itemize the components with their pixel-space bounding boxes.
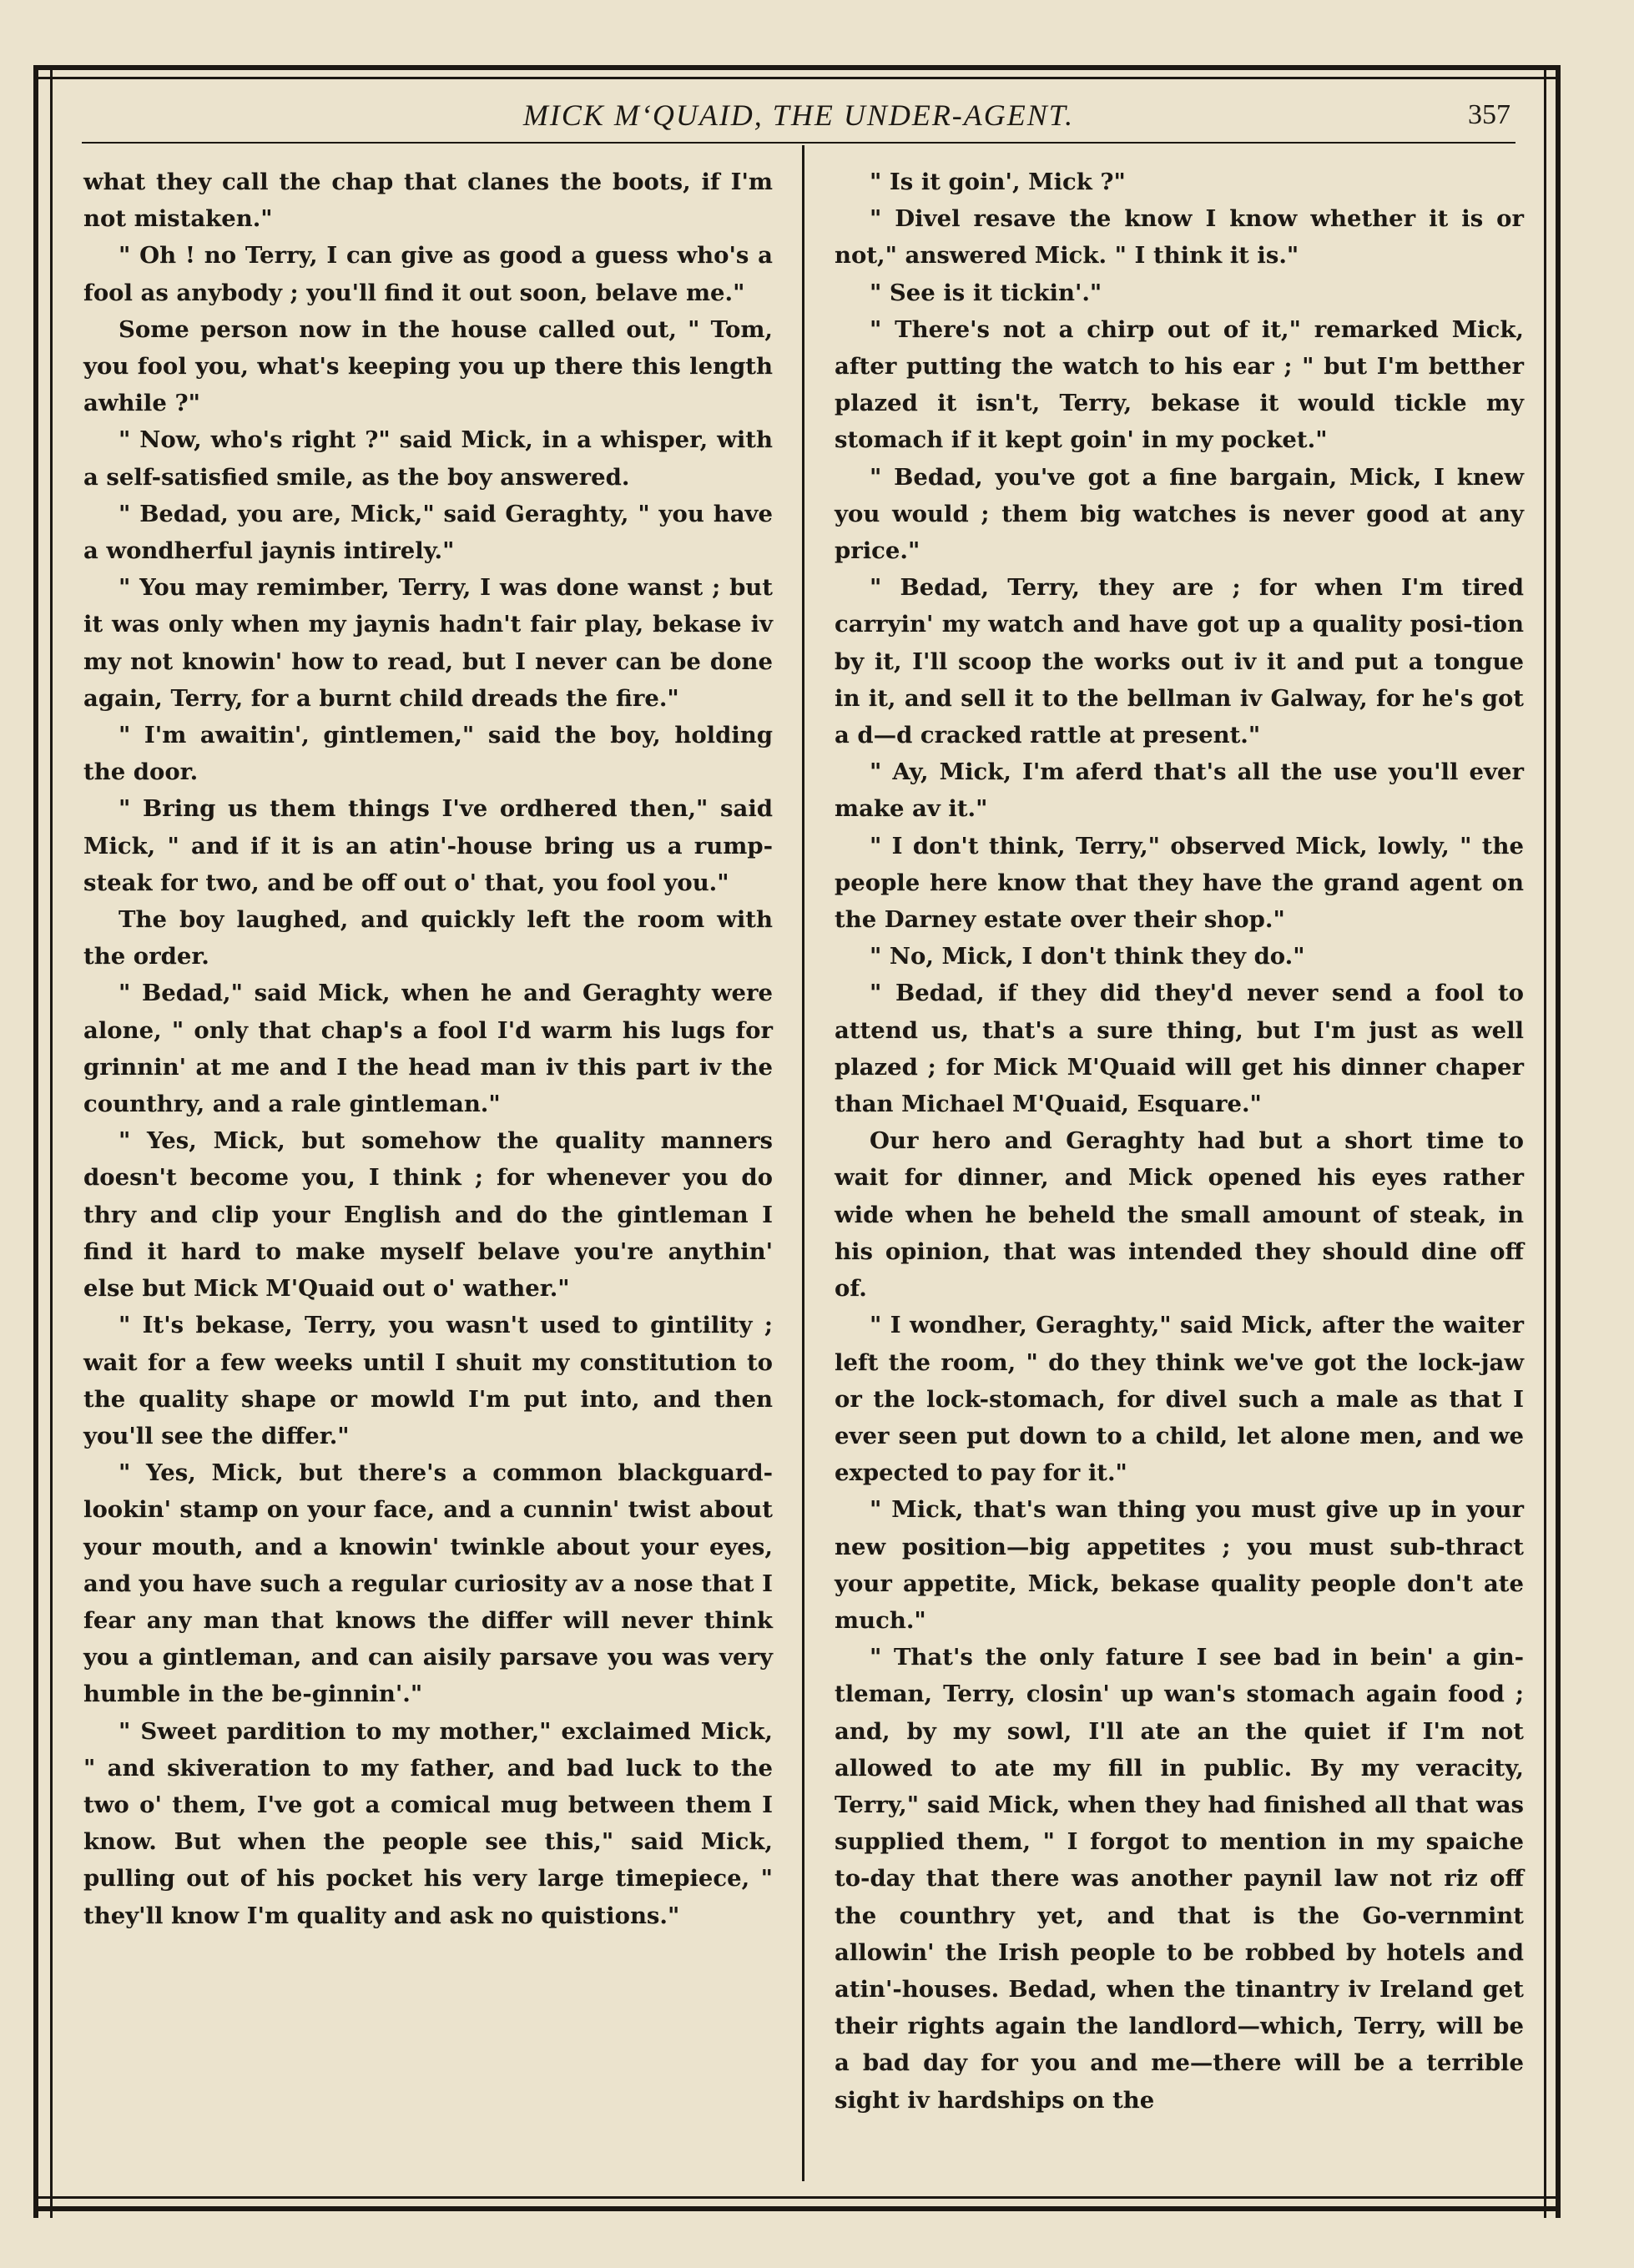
running-title: MICK M‘QUAID, THE UNDER-AGENT. xyxy=(522,98,1075,132)
frame-inner-rule-left xyxy=(50,65,53,2218)
paragraph: " Yes, Mick, but somehow the quality manners doesn't become you, I think ; for whenever you do thry and clip your English and do the gintleman I find it hard to make myself belave you're anythin' else but Mick M'Quaid out o' wather." xyxy=(83,1127,773,1303)
header-rule xyxy=(82,142,1515,144)
paragraph: " You may remimber, Terry, I was done wanst ; but it was only when my jaynis hadn't fair play, bekase iv my not knowin' how to read, but I never can be done again, Terry, for a burnt child dreads the fire." xyxy=(83,574,773,712)
paragraph: " Bring us them things I've ordhered then," said Mick, " and if it is an atin'-house bring us a rump-steak for two, and be off out o' that, you fool you." xyxy=(83,795,773,896)
paragraph: " Mick, that's wan thing you must give up in your new position—big appetites ; you must sub-thract your appetite, Mick, bekase quality people don't ate much." xyxy=(835,1496,1524,1634)
paragraph: " Bedad, Terry, they are ; for when I'm tired carryin' my watch and have got up a quality posi-tion by it, I'll scoop the works out iv it and put a tongue in it, and sell it to the bellman iv Galway, for he's got a d—d cracked rattle at present." xyxy=(835,574,1524,749)
frame-inner-rule-right xyxy=(1544,65,1546,2218)
paragraph: " Ay, Mick, I'm aferd that's all the use you'll ever make av it." xyxy=(835,759,1524,823)
paragraph: " There's not a chirp out of it," remarked Mick, after putting the watch to his ear ; " but I'm betther plazed it isn't, Terry, bekase it would tickle my stomach if it kept goin' in my pocket." xyxy=(835,315,1524,454)
paragraph: " Is it goin', Mick ?" xyxy=(870,169,1126,195)
left-column xyxy=(83,164,773,1934)
paragraph: " Sweet pardition to my mother," exclaimed Mick, " and skiveration to my father, and bad luck to the two o' them, I've got a comical mug between them I know. But when the people see this," said Mick, pulling out of his pocket his very large timepiece, " they'll know I'm quality and ask no quistions." xyxy=(83,1717,773,1929)
paragraph: The boy laughed, and quickly left the room with the order. xyxy=(83,906,773,970)
paragraph: " It's bekase, Terry, you wasn't used to gintility ; wait for a few weeks until I shuit my constitution to the quality shape or mowld I'm put into, and then you'll see the differ." xyxy=(83,1312,773,1449)
frame-rule-bottom-thick xyxy=(33,2206,1561,2211)
paragraph: what they call the chap that clanes the boots, if I'm not mistaken." xyxy=(83,169,773,233)
paragraph: Some person now in the house called out, " Tom, you fool you, what's keeping you up there this length awhile ?" xyxy=(83,315,773,417)
paragraph: " Now, who's right ?" said Mick, in a whisper, with a self-satisfied smile, as the boy answered. xyxy=(83,426,773,491)
paragraph: " That's the only fature I see bad in bein' a gin-tleman, Terry, closin' up wan's stomach again food ; and, by my sowl, I'll ate an the quiet if I'm not allowed to ate my fill in public. By my veracity, Terry," said Mick, when they had finished all that was supplied them, " I forgot to mention in my spaiche to-day that there was another paynil law not riz off the counthry yet, and that is the Go-vernmint allowin' the Irish people to be robbed by hotels and atin'-houses. Bedad, when the tinantry iv Ireland get their rights again the landlord—which, Terry, will be a bad day for you and me—there will be a terrible sight iv hardships on the xyxy=(835,1644,1524,2114)
paragraph: " I wondher, Geraghty," said Mick, after the waiter left the room, " do they think we've got the lock-jaw or the lock-stomach, for divel such a male as that I ever seen put down to a child, let alone men, and we expected to pay for it." xyxy=(835,1312,1524,1487)
frame-rule-bottom-thin xyxy=(33,2196,1561,2199)
paragraph: Our hero and Geraghty had but a short time to wait for dinner, and Mick opened his eyes rather wide when he beheld the small amount of steak, in his opinion, that was intended they should dine off of. xyxy=(835,1127,1524,1303)
column-divider xyxy=(802,145,804,2181)
frame-rule-top-thick xyxy=(33,65,1561,70)
right-column xyxy=(835,164,1524,2119)
paragraph: " Yes, Mick, but there's a common blackguard-lookin' stamp on your face, and a cunnin' twist about your mouth, and a knowin' twinkle about your eyes, and you have such a regular curiosity av a nose that I fear any man that knows the differ will never think you a gintleman, and can aisily parsave you was very humble in the be-ginnin'." xyxy=(83,1459,773,1708)
paragraph: " No, Mick, I don't think they do." xyxy=(870,943,1305,970)
paragraph: " See is it tickin'." xyxy=(870,279,1102,306)
paragraph: " Bedad, you are, Mick," said Geraghty, " you have a wondherful jaynis intirely." xyxy=(83,500,773,565)
paragraph: " Bedad," said Mick, when he and Geraghty were alone, " only that chap's a fool I'd warm his lugs for grinnin' at me and I the head man iv this part iv the counthry, and a rale gintleman." xyxy=(83,980,773,1118)
paragraph: " Oh ! no Terry, I can give as good a guess who's a fool as anybody ; you'll find it out soon, belave me." xyxy=(83,242,773,306)
paragraph: " Divel resave the know I know whether it is or not," answered Mick. " I think it is." xyxy=(835,205,1524,270)
paragraph: " I don't think, Terry," observed Mick, lowly, " the people here know that they have the grand agent on the Darney estate over their shop." xyxy=(835,832,1524,934)
paragraph: " I'm awaitin', gintlemen," said the boy, holding the door. xyxy=(83,722,773,786)
paragraph: " Bedad, if they did they'd never send a fool to attend us, that's a sure thing, but I'm just as well plazed ; for Mick M'Quaid will get his dinner chaper than Michael M'Quaid, Esquare." xyxy=(835,980,1524,1118)
page-number: 357 xyxy=(1468,99,1510,130)
frame-rule-top-thin xyxy=(33,77,1561,79)
paragraph: " Bedad, you've got a fine bargain, Mick, I knew you would ; them big watches is never good at any price." xyxy=(835,463,1524,565)
